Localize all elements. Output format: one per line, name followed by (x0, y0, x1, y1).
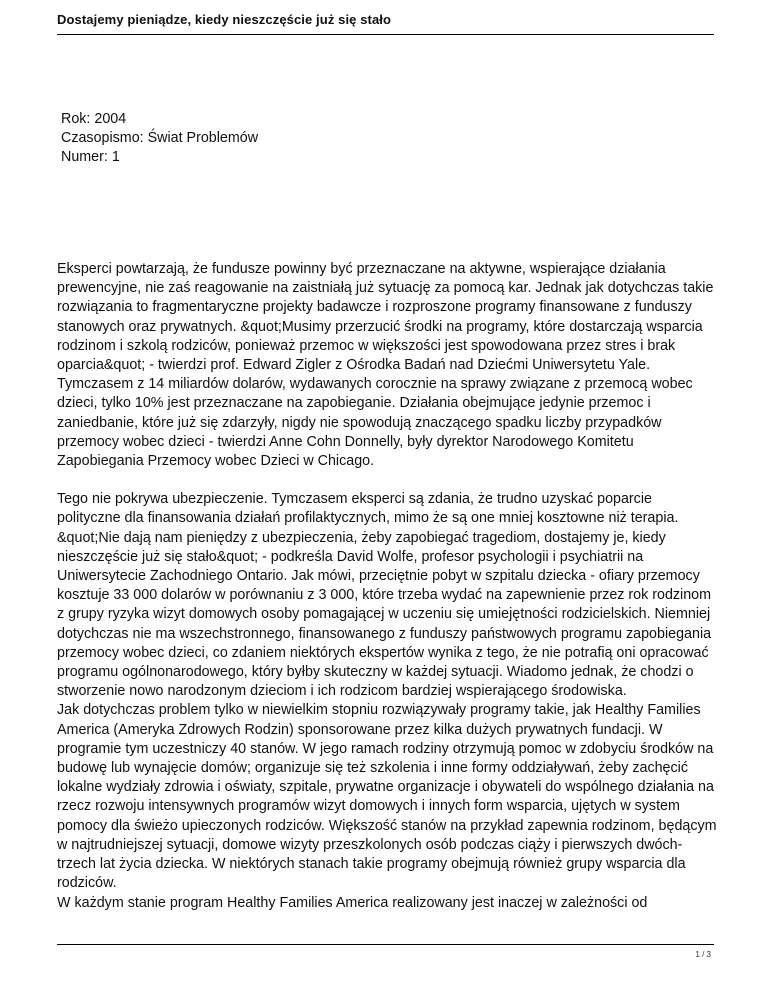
footer-divider (57, 944, 714, 945)
meta-journal: Czasopismo: Świat Problemów (61, 130, 259, 146)
body-paragraph-4: W każdym stanie program Healthy Families America realizowany jest inaczej w zależności od (57, 894, 648, 911)
body-paragraph-3: Jak dotychczas problem tylko w niewielkim stopniu rozwiązywały programy takie, jak Healthy Families America (Ameryka Zdrowych Rodzin) sponsorowane przez kilka dużych prywatnych fundacji. W programie tym uczestniczy 40 stanów. W jego ramach rodziny otrzymują pomoc w zdobyciu środków na budowę lub wynajęcie domów; organizuje się też szkolenia i inne formy oddziaływań, żeby zachęcić lokalne wydziały zdrowia i oświaty, szpitale, prywatne organizacje i obywateli do wspólnego działania na rzecz rozwoju intensywnych programów wizyt domowych i innych form wsparcia, ujętych w system pomocy dla świeżo upieczonych rodziców. Większość stanów na przykład zapewnia rodzinom, będącym w najtrudniejszej sytuacji, domowe wizyty przeszkolonych osób podczas ciąży i pierwszych dwóch-trzech lat życia dziecka. W niektórych stanach takie programy obejmują również grupy wsparcia dla rodziców. (57, 702, 717, 892)
page-number: 1 / 3 (695, 950, 711, 959)
meta-issue: Numer: 1 (61, 149, 120, 165)
meta-year: Rok: 2004 (61, 111, 127, 127)
body-paragraph-1: Eksperci powtarzają, że fundusze powinny być przeznaczane na aktywne, wspierające działania prewencyjne, nie zaś reagowanie na zaistniałą już sytuację za pomocą kar. Jednak jak dotychczas takie rozwiązania to fragmentaryczne projekty badawcze i rozproszone programy finansowane z funduszy stanowych oraz prywatnych. &quot;Musimy przerzucić środki na programy, które dostarczają wsparcia rodzinom i szkolą rodziców, ponieważ przemoc w większości jest spowodowana przez stres i brak oparcia&quot; - twierdzi prof. Edward Zigler z Ośrodka Badań nad Dziećmi Uniwersytetu Yale. Tymczasem z 14 miliardów dolarów, wydawanych corocznie na sprawy związane z przemocą wobec dzieci, tylko 10% jest przeznaczane na zapobieganie. Działania obejmujące jedynie przemoc i zaniedbanie, które już się zdarzyły, nigdy nie spowodują znaczącego spadku liczby przypadków przemocy wobec dzieci - twierdzi Anne Cohn Donnelly, były dyrektor Narodowego Komitetu Zapobiegania Przemocy wobec Dzieci w Chicago. (57, 261, 714, 470)
article-body (57, 260, 717, 913)
page-header-title: Dostajemy pieniądze, kiedy nieszczęście już się stało (57, 12, 392, 27)
article-metadata (61, 110, 258, 167)
header-divider (57, 34, 714, 35)
body-paragraph-2: Tego nie pokrywa ubezpieczenie. Tymczasem eksperci są zdania, że trudno uzyskać poparcie polityczne dla finansowania działań profilaktycznych, mimo że są one mniej kosztowne niż terapia. &quot;Nie dają nam pieniędzy z ubezpieczenia, żeby zapobiegać tragediom, dostajemy je, kiedy nieszczęście już się stało&quot; - podkreśla David Wolfe, profesor psychologii i psychiatrii na Uniwersytecie Zachodniego Ontario. Jak mówi, przeciętnie pobyt w szpitalu dziecka - ofiary przemocy kosztuje 33 000 dolarów w porównaniu z 3 000, które trzeba wydać na zapewnienie przez rok rodzinom z grupy ryzyka wizyt domowych osoby pomagającej w uczeniu się umiejętności rodzicielskich. Niemniej dotychczas nie ma wszechstronnego, finansowanego z funduszy państwowych programu zapobiegania przemocy wobec dzieci, co zdaniem niektórych ekspertów wynika z tego, że nie potrafią oni opracować programu ogólnonarodowego, który byłby skuteczny w każdej sytuacji. Wiadomo jednak, że chodzi o stworzenie nowo narodzonym dzieciom i ich rodzicom bardziej wspierającego środowiska. (57, 491, 712, 700)
